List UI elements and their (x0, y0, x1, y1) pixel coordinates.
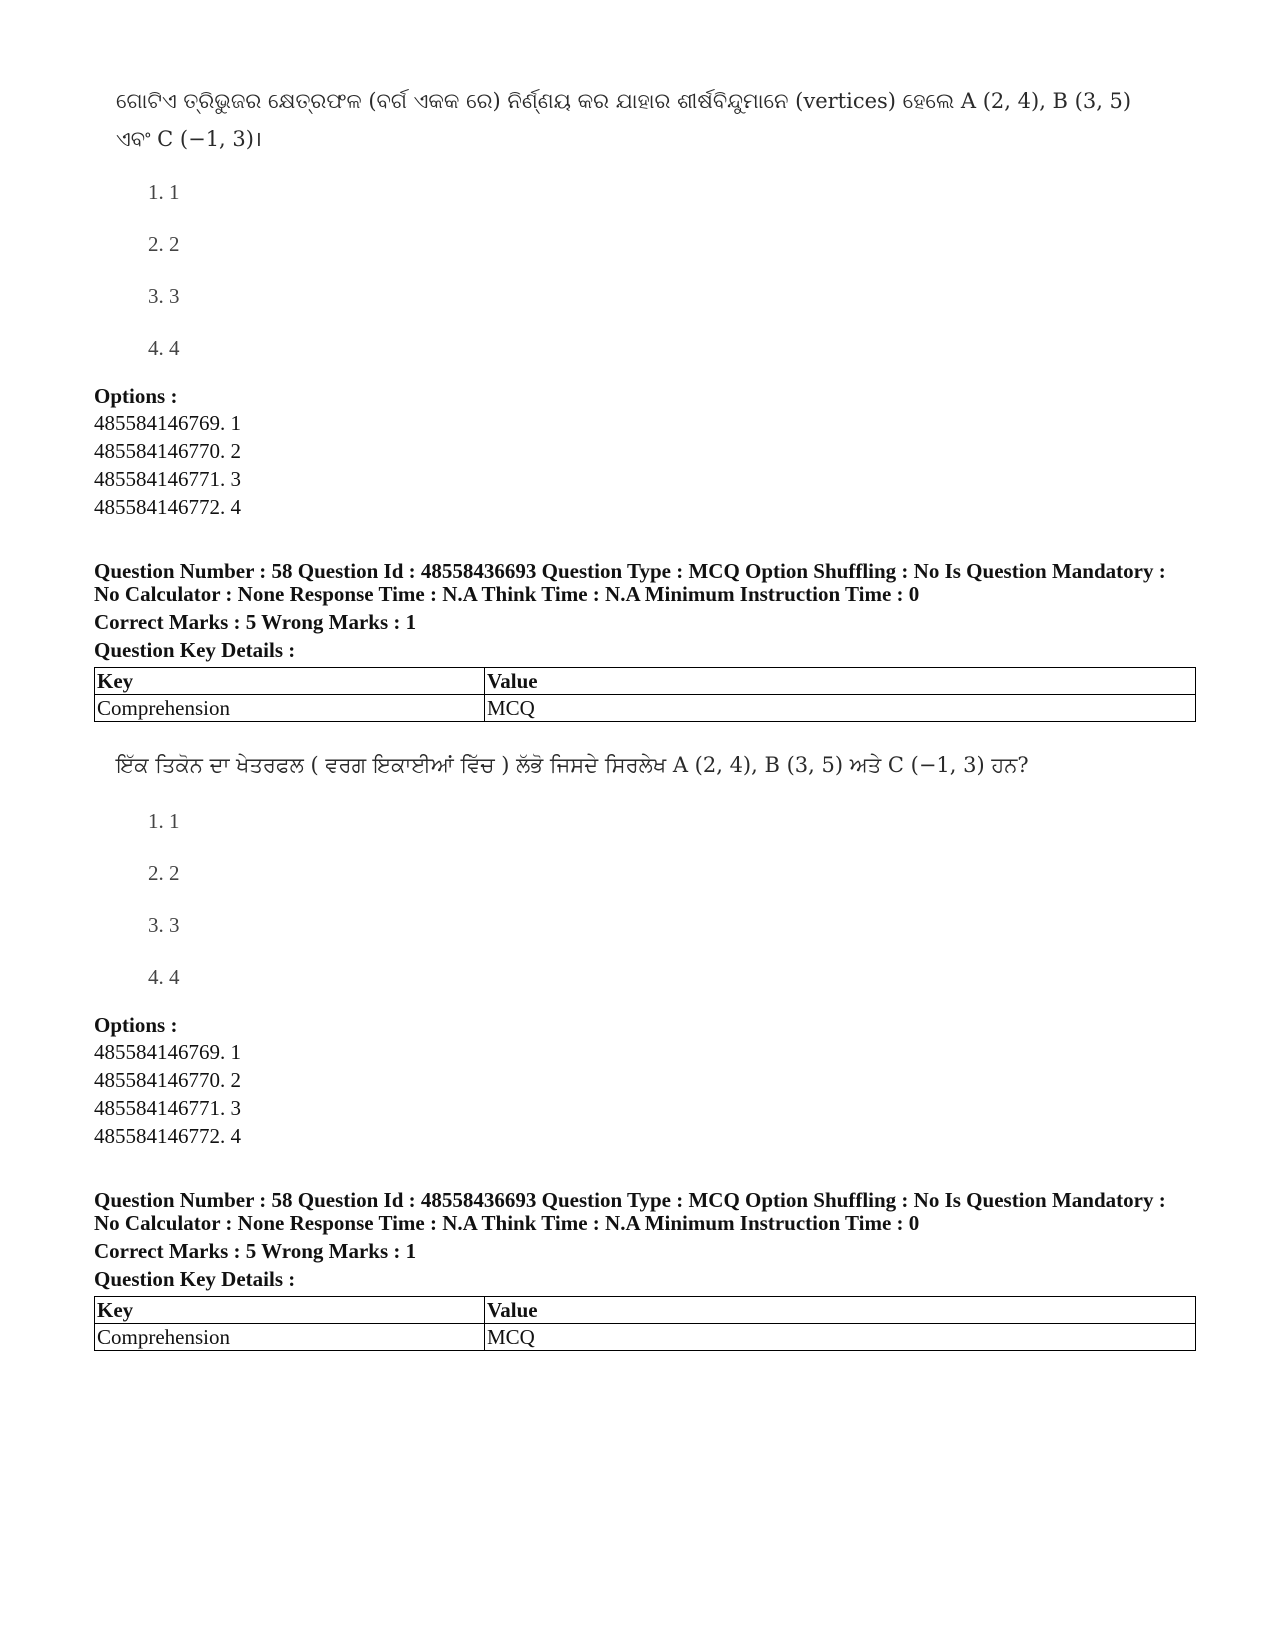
choice-1: 1. 1 (148, 180, 180, 204)
table-header-key: Key (95, 1297, 485, 1324)
choice-2: 2. 2 (148, 861, 180, 885)
choice-4: 4. 4 (148, 965, 180, 989)
table-header-value: Value (485, 668, 1196, 695)
option-line: 485584146772. 4 (94, 1124, 241, 1148)
choice-3: 3. 3 (148, 913, 180, 937)
options-label: Options : (94, 384, 178, 408)
table-cell-key: Comprehension (95, 695, 485, 722)
question-text-punjabi: ਇੱਕ ਤਿਕੋਨ ਦਾ ਖੇਤਰਫਲ ( ਵਰਗ ਇਕਾਈਆਂ ਵਿੱਚ ) ਲੱਭੋ ਜਿਸਦੇ ਸਿਰਲੇਖ A (2, 4), B (3, 5) ਅਤੇ C (−1, 3) ਹਨ? (116, 753, 1029, 777)
choice-4: 4. 4 (148, 336, 180, 360)
option-line: 485584146769. 1 (94, 411, 241, 435)
table-row (95, 1324, 1196, 1351)
table-header-row (95, 668, 1196, 695)
choice-2: 2. 2 (148, 232, 180, 256)
key-details-label: Question Key Details : (94, 1267, 296, 1291)
table-cell-key: Comprehension (95, 1324, 485, 1351)
question-text-odia: ଗୋଟିଏ ତ୍ରିଭୁଜର କ୍ଷେତ୍ରଫଳ (ବର୍ଗ ଏକକ ରେ) ନିର୍ଣ୍ଣୟ କର ଯାହାର ଶୀର୍ଷବିନ୍ଦୁମାନେ (vertices) ହେଲେ A (2, 4), B (3, 5) ଏବଂ C (−1, 3)। (116, 89, 1132, 151)
question-meta-line: No Calculator : None Response Time : N.A Think Time : N.A Minimum Instruction Time : 0 (94, 1211, 920, 1235)
choice-3: 3. 3 (148, 284, 180, 308)
table-header-key: Key (95, 668, 485, 695)
marks-line: Correct Marks : 5 Wrong Marks : 1 (94, 1239, 417, 1263)
option-line: 485584146772. 4 (94, 495, 241, 519)
table-cell-value: MCQ (485, 1324, 1196, 1351)
table-header-value: Value (485, 1297, 1196, 1324)
question-meta-line: Question Number : 58 Question Id : 48558436693 Question Type : MCQ Option Shuffling : No Is Question Mandatory : (94, 559, 1166, 583)
marks-line: Correct Marks : 5 Wrong Marks : 1 (94, 610, 417, 634)
table-header-row (95, 1297, 1196, 1324)
question-meta-line: Question Number : 58 Question Id : 48558436693 Question Type : MCQ Option Shuffling : No Is Question Mandatory : (94, 1188, 1166, 1212)
option-line: 485584146769. 1 (94, 1040, 241, 1064)
choice-1: 1. 1 (148, 809, 180, 833)
key-details-label: Question Key Details : (94, 638, 296, 662)
options-label: Options : (94, 1013, 178, 1037)
key-details-table (94, 667, 1196, 722)
key-details-table (94, 1296, 1196, 1351)
option-line: 485584146771. 3 (94, 1096, 241, 1120)
option-line: 485584146770. 2 (94, 439, 241, 463)
option-line: 485584146770. 2 (94, 1068, 241, 1092)
question-meta-line: No Calculator : None Response Time : N.A Think Time : N.A Minimum Instruction Time : 0 (94, 582, 920, 606)
table-cell-value: MCQ (485, 695, 1196, 722)
option-line: 485584146771. 3 (94, 467, 241, 491)
table-row (95, 695, 1196, 722)
